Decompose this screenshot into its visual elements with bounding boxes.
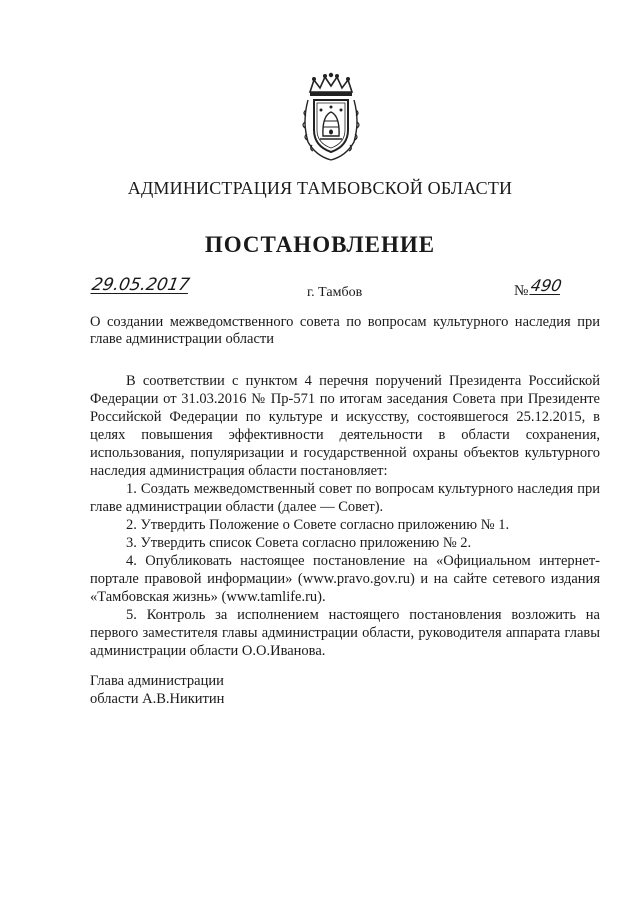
- clause-paragraph: 5. Контроль за исполнением настоящего постановления возложить на первого заместителя главы администрации области, руководителя аппарата главы администрации области О.О.Иванова.: [90, 607, 600, 659]
- organization-name: АДМИНИСТРАЦИЯ ТАМБОВСКОЙ ОБЛАСТИ: [127, 178, 513, 198]
- preamble-paragraph: В соответствии с пунктом 4 перечня поручений Президента Российской Федерации от 31.03.2016 № Пр-571 по итогам заседания Совета при Президенте Российской Федерации по культуре и искусству, состоявшегося 25.12.2015, в целях повышения эффективности деятельности в области сохранения, использования, популяризации и государственной охраны объектов культурного наследия администрация области постановляет:: [90, 373, 600, 479]
- document-date: 29.05.2017: [90, 275, 192, 295]
- document-body: [90, 372, 600, 660]
- signature-block: [90, 672, 390, 708]
- clause-paragraph: 2. Утвердить Положение о Совете согласно приложению № 1.: [126, 517, 510, 533]
- clause-paragraph: 4. Опубликовать настоящее постановление на «Официальном интернет-портале правовой информации» (www.pravo.gov.ru) и на сайте сетевого издания «Тамбовская жизнь» (www.tamlife.ru).: [90, 553, 600, 605]
- document-city: г. Тамбов: [307, 285, 363, 300]
- signature-title: Глава администрации: [90, 673, 224, 689]
- document-number-label: №: [514, 283, 529, 299]
- document-subject: О создании межведомственного совета по вопросам культурного наследия при главе администрации области: [90, 314, 600, 347]
- tambov-coat-of-arms-icon: [298, 72, 364, 162]
- clause-paragraph: 3. Утвердить список Совета согласно приложению № 2.: [126, 535, 472, 551]
- signature-name: области А.В.Никитин: [90, 691, 225, 707]
- document-number: 490: [529, 276, 564, 295]
- document-type-title: ПОСТАНОВЛЕНИЕ: [204, 232, 436, 257]
- clause-paragraph: 1. Создать межведомственный совет по вопросам культурного наследия при главе администрации области (далее — Совет).: [90, 481, 600, 515]
